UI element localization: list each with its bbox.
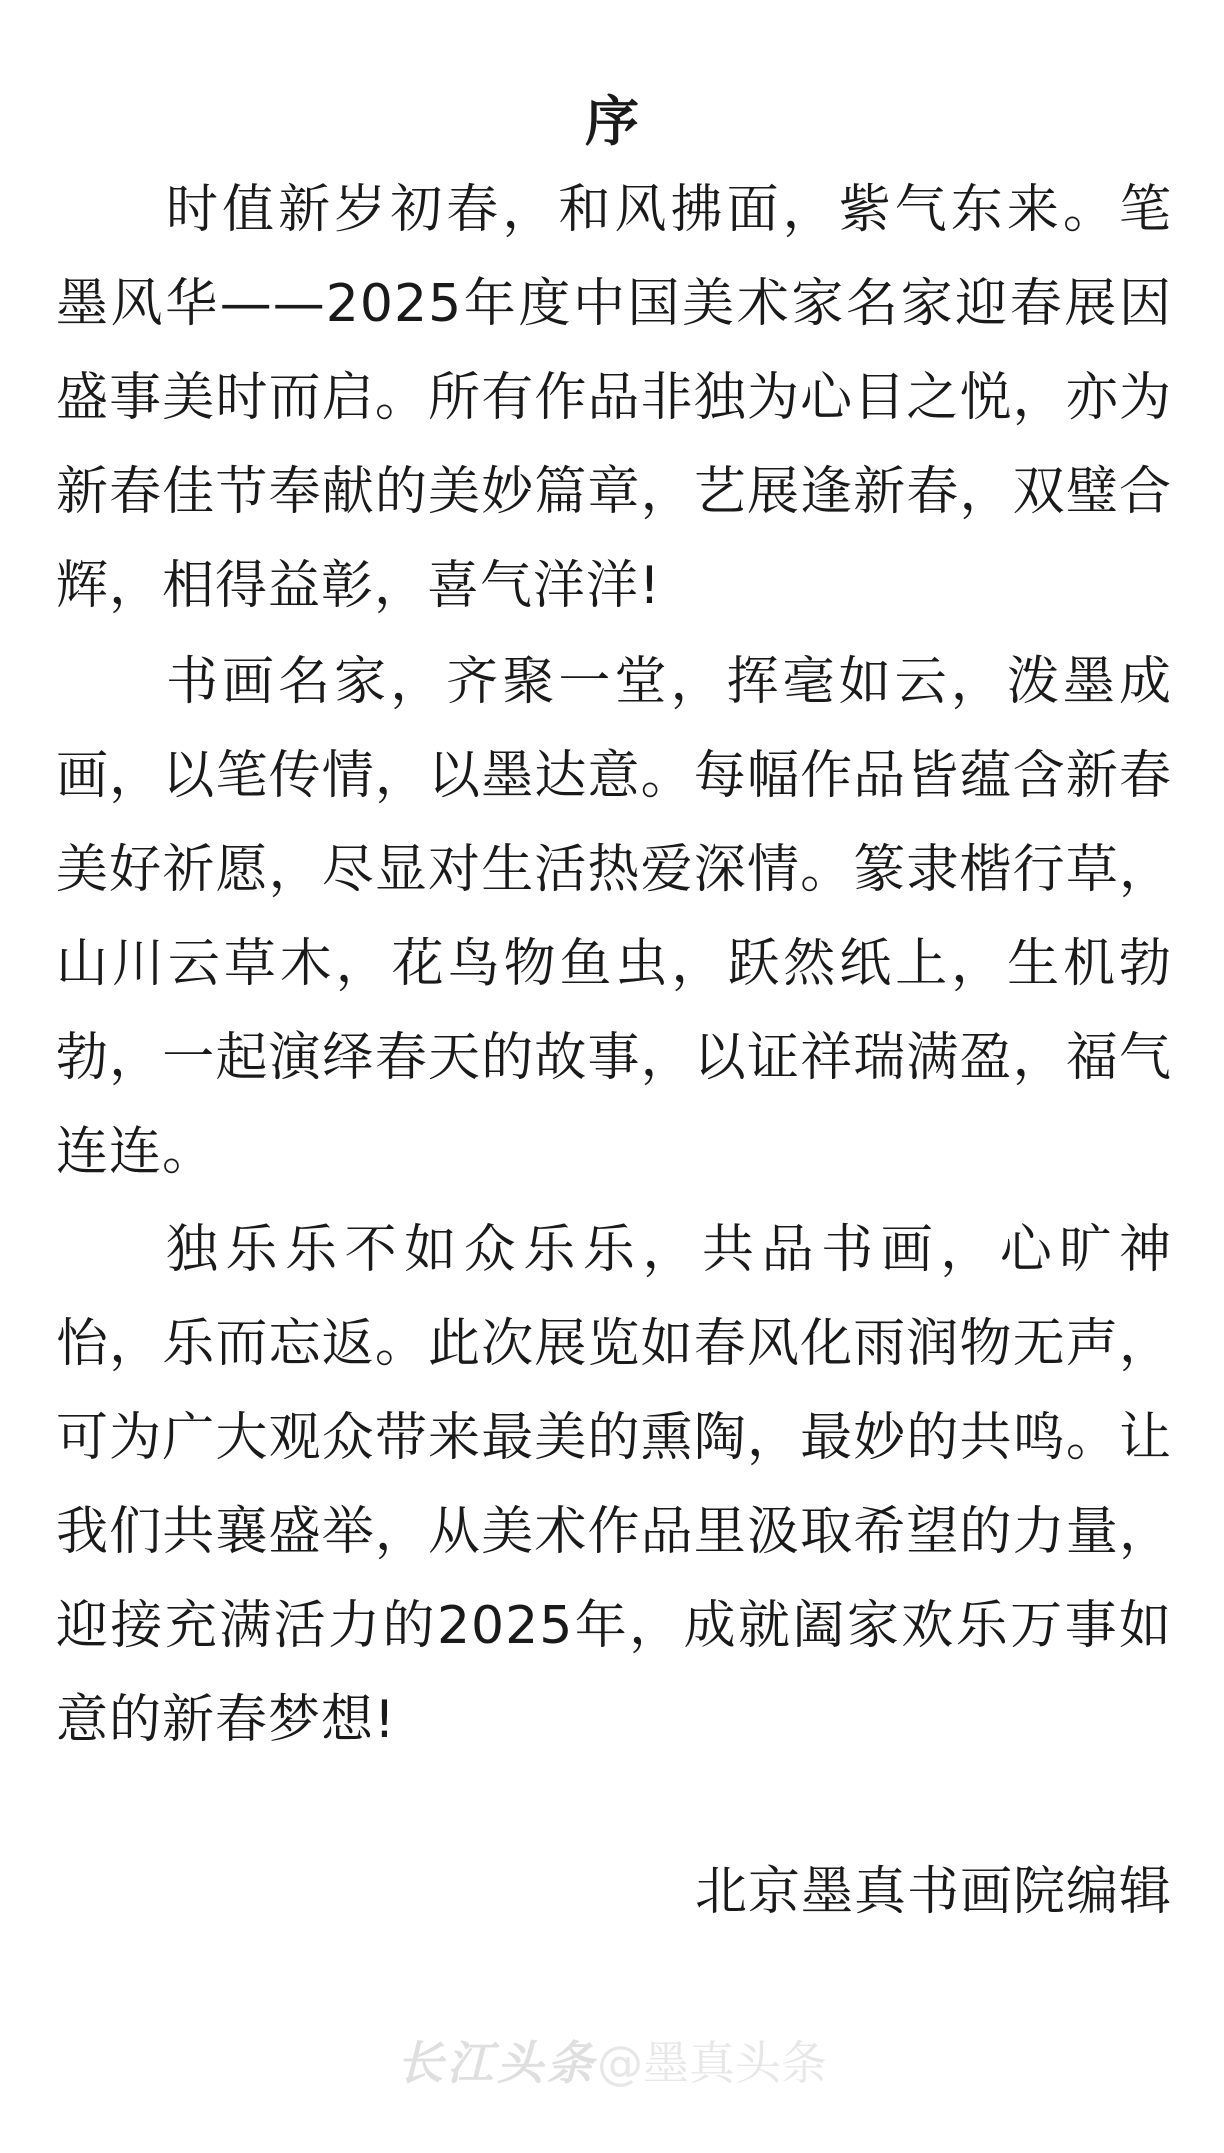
- watermark-logo: 长江头条: [397, 2036, 597, 2090]
- paragraph-1: 时值新岁初春，和风拂面，紫气东来。笔墨风华——2025年度中国美术家名家迎春展因盛事美时而启。所有作品非独为心目之悦，亦为新春佳节奉献的美妙篇章，艺展逢新春，双璧合辉，相得益彰，喜气洋洋!: [56, 180, 1172, 616]
- signature: 北京墨真书画院编辑: [694, 1862, 1172, 1922]
- watermark: [0, 2028, 1224, 2098]
- paragraph-2: 书画名家，齐聚一堂，挥毫如云，泼墨成画，以笔传情，以墨达意。每幅作品皆蕴含新春美好祈愿，尽显对生活热爱深情。篆隶楷行草，山川云草木，花鸟物鱼虫，跃然纸上，生机勃勃，一起演绎春天的故事，以证祥瑞满盈，福气连连。: [56, 652, 1172, 1182]
- watermark-handle: @墨真头条: [597, 2036, 827, 2090]
- paragraph-3: 独乐乐不如众乐乐，共品书画，心旷神怡，乐而忘返。此次展览如春风化雨润物无声，可为广大观众带来最美的熏陶，最妙的共鸣。让我们共襄盛举，从美术作品里汲取希望的力量，迎接充满活力的2025年，成就阖家欢乐万事如意的新春梦想!: [56, 1220, 1172, 1750]
- document-title: 序: [585, 90, 639, 153]
